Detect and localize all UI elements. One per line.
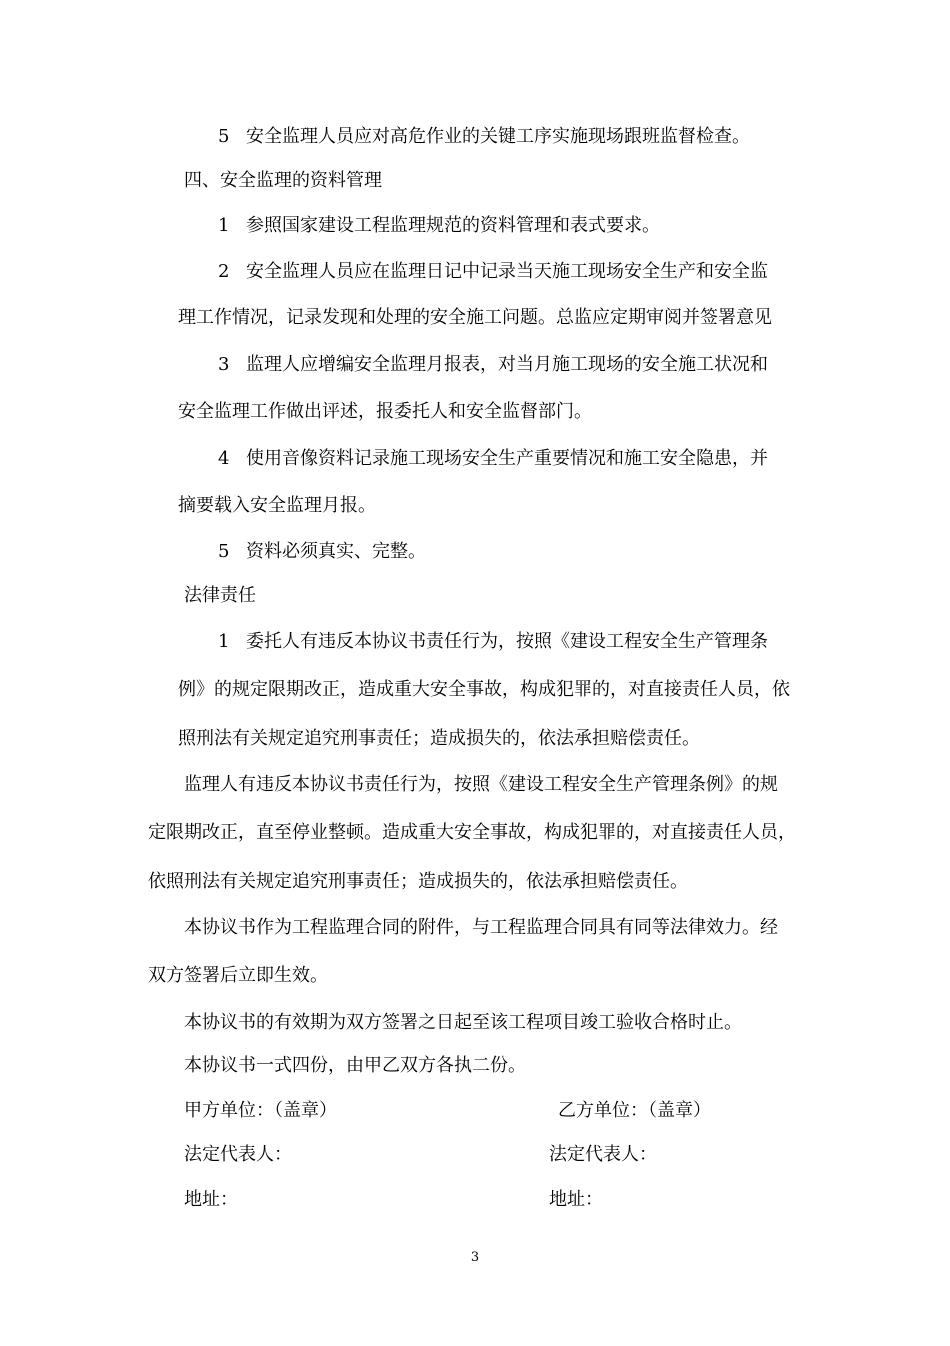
section-heading: 法律责任 [184,585,256,606]
paragraph-line: 双方签署后立即生效。 [148,965,328,986]
paragraph-line: 本协议书一式四份，由甲乙双方各执二份。 [184,1055,526,1076]
item-number: 2 [218,261,230,282]
paragraph-line: 本协议书作为工程监理合同的附件，与工程监理合同具有同等法律效力。经 [184,917,778,938]
list-item [218,447,768,471]
party-a-representative: 法定代表人： [184,1144,292,1165]
paragraph-line: 定限期改正，直至停业整顿。造成重大安全事故，构成犯罪的，对直接责任人员， [148,822,796,843]
item-continuation: 安全监理工作做出评述，报委托人和安全监督部门。 [178,401,592,422]
item-continuation: 摘要载入安全监理月报。 [178,495,376,516]
paragraph-line: 监理人有违反本协议书责任行为，按照《建设工程安全生产管理条例》的规 [184,774,778,795]
list-item [218,353,768,377]
item-continuation: 例》的规定限期改正，造成重大安全事故，构成犯罪的，对直接责任人员，依 [178,679,790,700]
item-text: 资料必须真实、完整。 [246,541,426,562]
party-b-unit: 乙方单位：（盖章） [558,1100,711,1121]
page-number: 3 [470,1250,480,1265]
item-text: 监理人应增编安全监理月报表，对当月施工现场的安全施工状况和 [246,354,768,375]
item-number: 5 [218,126,230,147]
party-a-unit: 甲方单位：（盖章） [184,1100,337,1121]
item-number: 1 [218,631,230,652]
paragraph-line: 本协议书的有效期为双方签署之日起至该工程项目竣工验收合格时止。 [184,1012,742,1033]
party-b-address: 地址： [549,1189,603,1210]
party-a-address: 地址： [184,1189,238,1210]
item-text: 委托人有违反本协议书责任行为，按照《建设工程安全生产管理条 [246,631,768,652]
item-number: 1 [218,215,230,236]
paragraph-line: 依照刑法有关规定追究刑事责任；造成损失的，依法承担赔偿责任。 [148,871,688,892]
item-number: 5 [218,541,230,562]
list-item [218,630,768,654]
item-continuation: 理工作情况，记录发现和处理的安全施工问题。总监应定期审阅并签署意见 [178,307,772,328]
section-heading: 四、安全监理的资料管理 [184,170,382,191]
item-text: 安全监理人员应在监理日记中记录当天施工现场安全生产和安全监 [246,261,768,282]
list-item [218,260,768,284]
item-number: 3 [218,354,230,375]
item-number: 4 [218,448,230,469]
item-continuation: 照刑法有关规定追究刑事责任；造成损失的，依法承担赔偿责任。 [178,728,700,749]
party-b-representative: 法定代表人： [549,1144,657,1165]
list-item [218,540,426,564]
list-item [218,125,750,149]
item-text: 参照国家建设工程监理规范的资料管理和表式要求。 [246,215,660,236]
item-text: 使用音像资料记录施工现场安全生产重要情况和施工安全隐患，并 [246,448,768,469]
item-text: 安全监理人员应对高危作业的关键工序实施现场跟班监督检查。 [246,126,750,147]
list-item [218,214,660,238]
